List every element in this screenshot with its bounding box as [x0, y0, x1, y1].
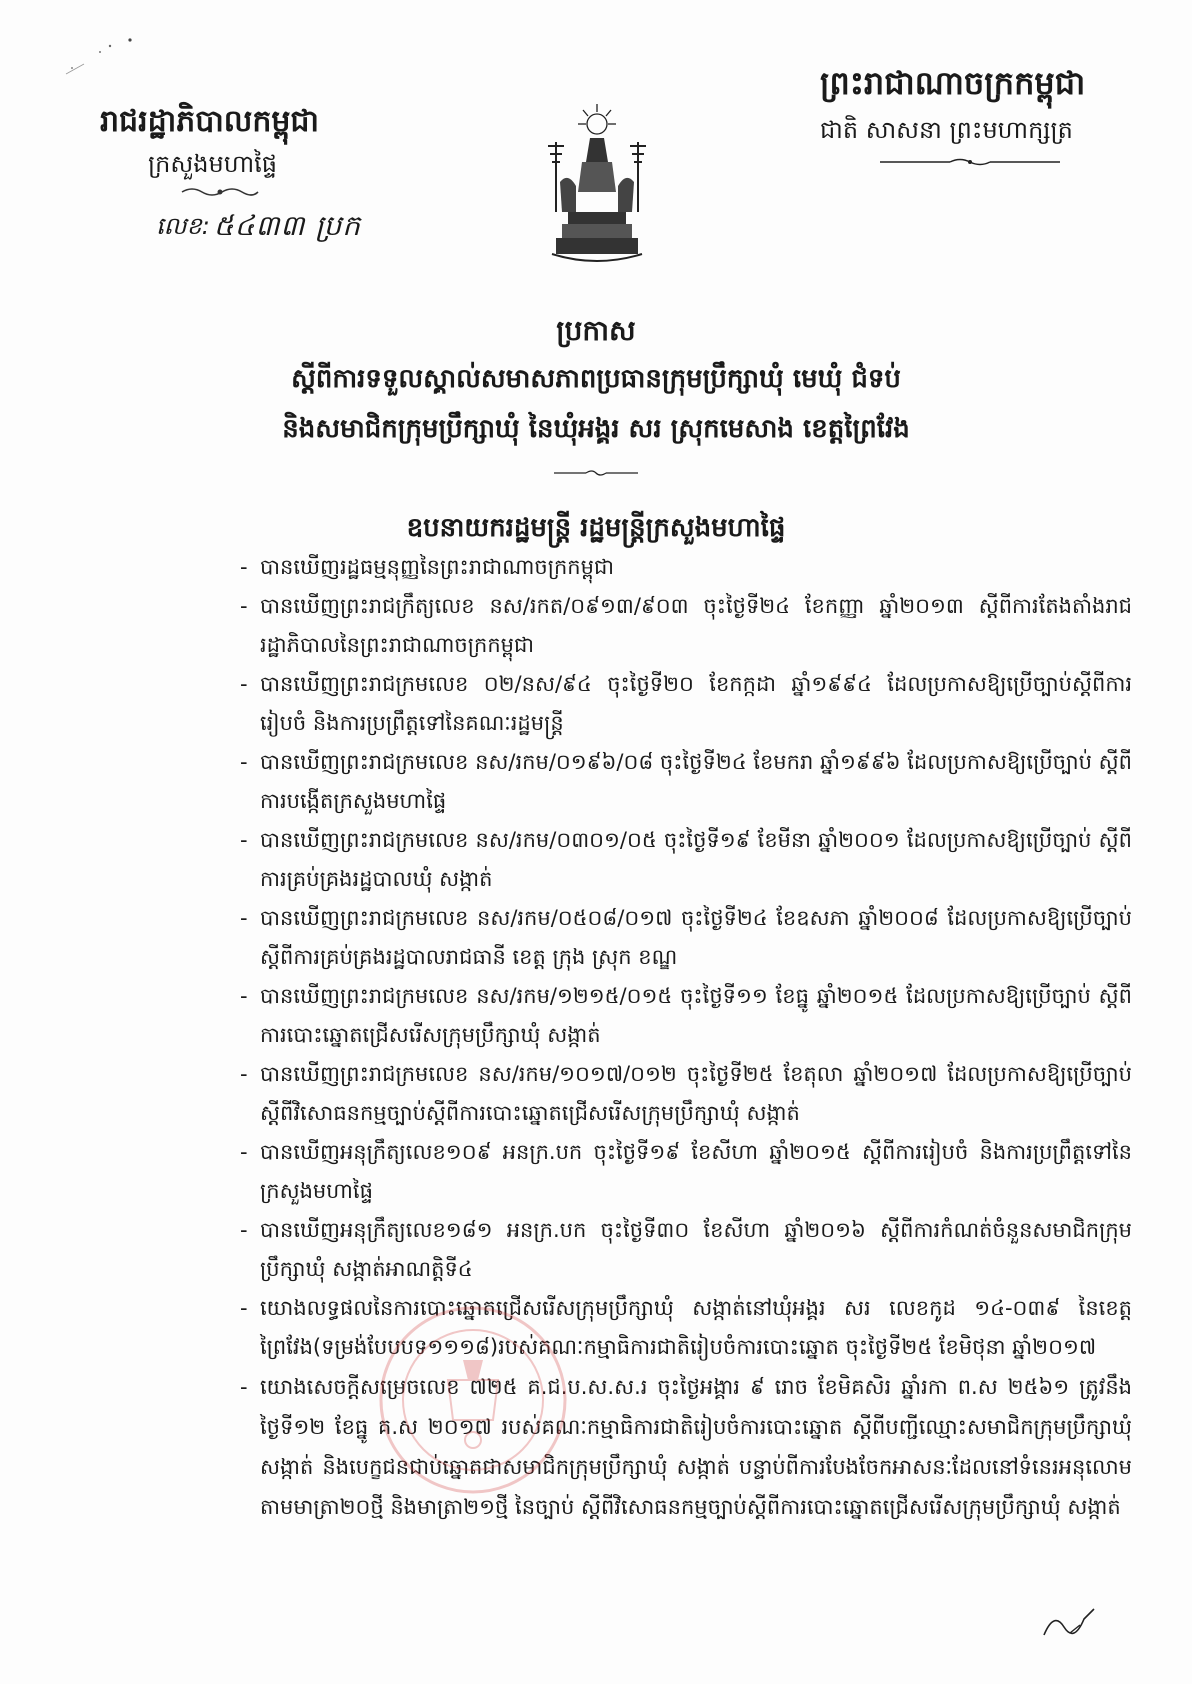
list-item: - បានឃើញអនុក្រឹត្យលេខ១៨១ អនក្រ.បក ចុះថ្ងៃទី៣០ ខែសីហា ឆ្នាំ២០១៦ ស្តីពីការកំណត់ចំនួនសមាជិកក្រុមប្រឹក្សាឃុំ សង្កាត់អាណត្តិទី៤ [246, 1211, 1132, 1289]
ornament-icon [180, 184, 420, 202]
list-item: - បានឃើញព្រះរាជក្រមលេខ នស/រកម/០៣០១/០៥ ចុះថ្ងៃទី១៩ ខែមីនា ឆ្នាំ២០០១ ដែលប្រកាសឱ្យប្រើច្បាប់ ស្តីពីការគ្រប់គ្រងរដ្ឋបាលឃុំ សង្កាត់ [246, 821, 1132, 899]
initial-mark-icon [1040, 1605, 1100, 1645]
header-right [820, 58, 1140, 171]
list-item: - បានឃើញអនុក្រឹត្យលេខ១០៩ អនក្រ.បក ចុះថ្ងៃទី១៩ ខែសីហា ឆ្នាំ២០១៥ ស្តីពីការរៀបចំ និងការប្រព្រឹត្តទៅនៃក្រសួងមហាផ្ទៃ [246, 1133, 1132, 1211]
list-item: - បានឃើញព្រះរាជក្រមលេខ នស/រកម/១០១៧/០១២ ចុះថ្ងៃទី២៥ ខែតុលា ឆ្នាំ២០១៧ ដែលប្រកាសឱ្យប្រើច្បាប់ ស្តីពីវិសោធនកម្មច្បាប់ស្តីពីការបោះឆ្នោតជ្រើសរើសក្រុមប្រឹក្សាឃុំ សង្កាត់ [246, 1055, 1132, 1133]
ministry-seal-icon [368, 1300, 578, 1500]
list-item: - បានឃើញព្រះរាជក្រមលេខ នស/រកម/០១៩៦/០៨ ចុះថ្ងៃទី២៤ ខែមករា ឆ្នាំ១៩៩៦ ដែលប្រកាសឱ្យប្រើច្បាប់ ស្តីពីការបង្កើតក្រសួងមហាផ្ទៃ [246, 743, 1132, 821]
national-motto: ជាតិ សាសនា ព្រះមហាក្សត្រ [820, 116, 1073, 144]
document-title [0, 308, 1192, 478]
list-item: - បានឃើញរដ្ឋធម្មនុញ្ញនៃព្រះរាជាណាចក្រកម្ពុជា [246, 548, 1132, 587]
header-left [100, 100, 420, 246]
scan-speck-marks [60, 30, 150, 90]
government-name: រាជរដ្ឋាភិបាលកម្ពុជា [100, 104, 319, 139]
ministry-name: ក្រសួងមហាផ្ទៃ [148, 150, 278, 178]
kingdom-name: ព្រះរាជាណាចក្រកម្ពុជា [820, 64, 1086, 102]
list-item: - បានឃើញព្រះរាជក្រមលេខ ០២/នស/៩៤ ចុះថ្ងៃទី២០ ខែកក្កដា ឆ្នាំ១៩៩៤ ដែលប្រកាសឱ្យប្រើច្បាប់ស្តីពីការរៀបចំ និងការប្រព្រឹត្តទៅនៃគណៈរដ្ឋមន្ត្រី [246, 665, 1132, 743]
list-item: - យោងលទ្ធផលនៃការបោះឆ្នោតជ្រើសរើសក្រុមប្រឹក្សាឃុំ សង្កាត់នៅឃុំអង្គរ សរ លេខកូដ ១៤-០៣៩ នៃខេត្តព្រៃវែង(ទម្រង់បែបបទ១១១៨)របស់គណៈកម្មាធិការជាតិរៀបចំការបោះឆ្នោត ចុះថ្ងៃទី២៥ ខែមិថុនា ឆ្នាំ២០១៧ [246, 1289, 1132, 1367]
list-item: - យោងសេចក្តីសម្រេចលេខ ៧២៥ គ.ជ.ប.ស.ស.រ ចុះថ្ងៃអង្គារ ៩ រោច ខែមិគសិរ ឆ្នាំរកា ព.ស ២៥៦១ ត្រូវនឹងថ្ងៃទី១២ ខែធ្នូ គ.ស ២០១៧ របស់គណៈកម្មាធិការជាតិរៀបចំការបោះឆ្នោត ស្តីពីបញ្ជីឈ្មោះសមាជិកក្រុមប្រឹក្សាឃុំ សង្កាត់ និងបេក្ខជនជាប់ឆ្នោតជាសមាជិកក្រុមប្រឹក្សាឃុំ សង្កាត់ បន្ទាប់ពីការបែងចែកអាសនៈដែលនៅទំនេរអនុលោមតាមមាត្រា២០ថ្មី និងមាត្រា២១ថ្មី នៃច្បាប់ ស្តីពីវិសោធនកម្មច្បាប់ស្តីពីការបោះឆ្នោតជ្រើសរើសក្រុមប្រឹក្សាឃុំ សង្កាត់ [246, 1367, 1132, 1527]
reference-number: ៥៤៣៣ ប្រក [213, 209, 362, 242]
list-item: - បានឃើញព្រះរាជក្រឹត្យលេខ នស/រកត/០៩១៣/៩០៣ ចុះថ្ងៃទី២៤ ខែកញ្ញា ឆ្នាំ២០១៣ ស្តីពីការតែងតាំងរាជរដ្ឋាភិបាលនៃព្រះរាជាណាចក្រកម្ពុជា [246, 587, 1132, 665]
list-item: - បានឃើញព្រះរាជក្រមលេខ នស/រកម/១២១៥/០១៥ ចុះថ្ងៃទី១១ ខែធ្នូ ឆ្នាំ២០១៥ ដែលប្រកាសឱ្យប្រើច្បាប់ ស្តីពីការបោះឆ្នោតជ្រើសរើសក្រុមប្រឹក្សាឃុំ សង្កាត់ [246, 977, 1132, 1055]
reference-label: លេខ: [156, 212, 210, 240]
subject-line-2: និងសមាជិកក្រុមប្រឹក្សាឃុំ នៃឃុំអង្គរ សរ ស្រុកមេសាង ខេត្តព្រៃវែង [282, 414, 910, 444]
royal-emblem-icon [542, 102, 652, 272]
subject-line-1: ស្តីពីការទទួលស្គាល់សមាសភាពប្រធានក្រុមប្រឹក្សាឃុំ មេឃុំ ជំទប់ [291, 364, 901, 394]
document-type: ប្រកាស [556, 314, 636, 347]
ornament-icon [554, 468, 638, 478]
reference-row [156, 206, 420, 246]
ornament-icon [880, 157, 1060, 167]
list-item: - បានឃើញព្រះរាជក្រមលេខ នស/រកម/០៥០៨/០១៧ ចុះថ្ងៃទី២៤ ខែឧសភា ឆ្នាំ២០០៨ ដែលប្រកាសឱ្យប្រើច្បាប់ ស្តីពីការគ្រប់គ្រងរដ្ឋបាលរាជធានី ខេត្ត ក្រុង ស្រុក ខណ្ឌ [246, 899, 1132, 977]
issuing-authority: ឧបនាយករដ្ឋមន្ត្រី រដ្ឋមន្ត្រីក្រសួងមហាផ្ទៃ [406, 513, 786, 543]
